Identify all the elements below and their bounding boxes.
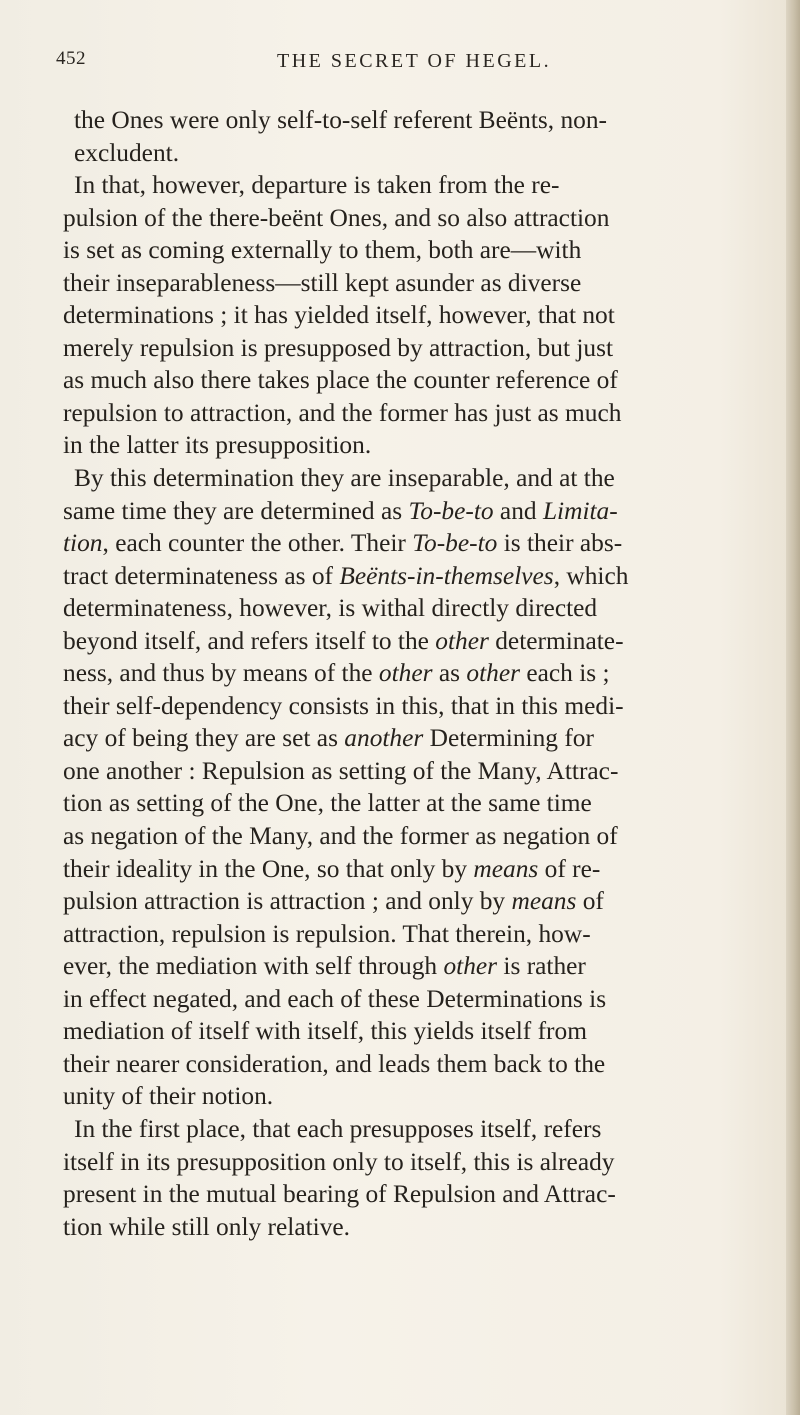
page-edge bbox=[786, 0, 800, 1415]
text-line: one another : Repulsion as setting of the Many, Attrac- bbox=[63, 756, 619, 785]
text-line: is set as coming externally to them, both are—with bbox=[63, 236, 582, 265]
page-header bbox=[0, 44, 800, 84]
text-line: determinateness, however, is withal directly directed bbox=[63, 594, 598, 623]
text-line: In the first place, that each presupposes itself, refers bbox=[74, 1114, 602, 1143]
text-line: their ideality in the One, so that only by means of re- bbox=[63, 854, 601, 883]
text-line: tract determinateness as of Beënts-in-themselves, which bbox=[63, 561, 629, 590]
text-line: In that, however, departure is taken from the re- bbox=[74, 171, 560, 200]
text-line: as negation of the Many, and the former as negation of bbox=[63, 822, 618, 851]
text-line: tion, each counter the other. Their To-be-to is their abs- bbox=[63, 529, 623, 558]
text-line: pulsion of the there-beënt Ones, and so also attraction bbox=[63, 203, 610, 232]
text-line: pulsion attraction is attraction ; and only by means of bbox=[63, 887, 604, 916]
text-line: tion as setting of the One, the latter at the same time bbox=[63, 789, 592, 818]
text-line: itself in its presupposition only to itself, this is already bbox=[63, 1147, 615, 1176]
running-title: THE SECRET OF HEGEL. bbox=[277, 50, 552, 72]
text-line: their nearer consideration, and leads them back to the bbox=[63, 1049, 606, 1078]
text-line: attraction, repulsion is repulsion. That therein, how- bbox=[63, 919, 591, 948]
text-line: their self-dependency consists in this, that in this medi- bbox=[63, 691, 624, 720]
text-line: in effect negated, and each of these Determinations is bbox=[63, 984, 607, 1013]
text-line: By this determination they are inseparable, and at the bbox=[74, 464, 615, 493]
text-line: their inseparableness—still kept asunder as diverse bbox=[63, 268, 582, 297]
text-line: in the latter its presupposition. bbox=[63, 431, 372, 460]
body-text bbox=[63, 104, 772, 1243]
text-line: as much also there takes place the counter reference of bbox=[63, 366, 618, 395]
text-line: ness, and thus by means of the other as other each is ; bbox=[63, 659, 610, 688]
text-line: present in the mutual bearing of Repulsion and Attrac- bbox=[63, 1180, 616, 1209]
page-number: 452 bbox=[56, 48, 86, 69]
text-line: unity of their notion. bbox=[63, 1082, 274, 1111]
text-line: the Ones were only self-to-self referent Beënts, non- bbox=[74, 106, 608, 134]
text-line: excludent. bbox=[74, 138, 180, 167]
text-line: mediation of itself with itself, this yields itself from bbox=[63, 1017, 587, 1046]
text-line: same time they are determined as To-be-to and Limita- bbox=[63, 496, 618, 525]
text-line: acy of being they are set as another Determining for bbox=[63, 724, 594, 753]
text-line: tion while still only relative. bbox=[63, 1212, 351, 1241]
text-line: beyond itself, and refers itself to the other determinate- bbox=[63, 626, 624, 655]
text-line: determinations ; it has yielded itself, however, that not bbox=[63, 301, 615, 330]
text-line: merely repulsion is presupposed by attraction, but just bbox=[63, 333, 614, 362]
text-line: repulsion to attraction, and the former has just as much bbox=[63, 398, 622, 427]
text-line: ever, the mediation with self through other is rather bbox=[63, 952, 586, 981]
